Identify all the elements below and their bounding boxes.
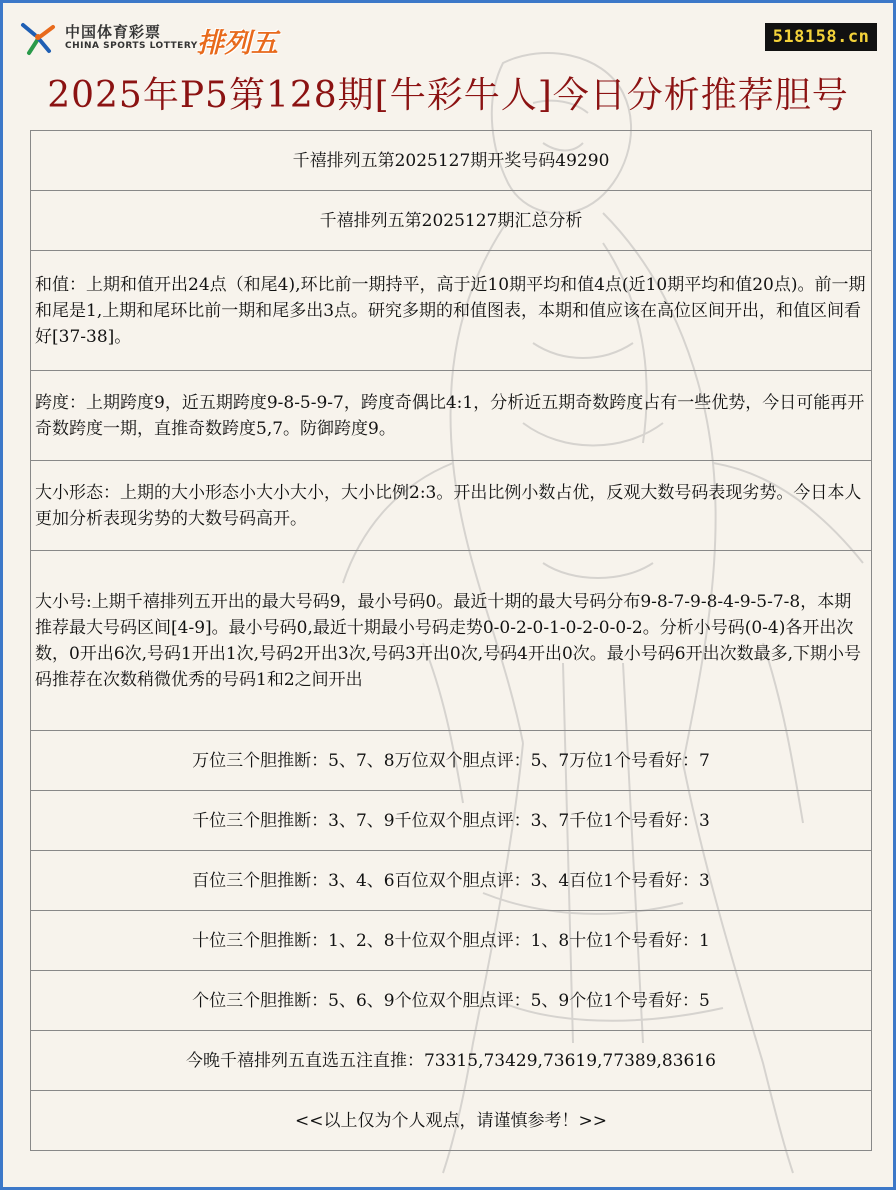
disclaimer-text: <<以上仅为个人观点，请谨慎参考！>> (295, 1110, 607, 1131)
header (3, 3, 893, 61)
position-shi-text: 十位三个胆推断：1、2、8十位双个胆点评：1、8十位1个号看好：1 (192, 930, 710, 951)
direct-picks-row (31, 1031, 871, 1091)
draw-result-text: 千禧排列五第2025127期开奖号码49290 (292, 150, 610, 171)
size-shape-text: 大小形态：上期的大小形态小大小大小，大小比例2:3。开出比例小数占优，反观大数号码表现劣势。今日本人更加分析表现劣势的大数号码高开。 (35, 482, 862, 529)
position-bai-row (31, 851, 871, 911)
site-domain-badge[interactable]: 518158.cn (765, 23, 877, 51)
span-analysis-row (31, 371, 871, 461)
page-title: 2025年P5第128期[牛彩牛人]今日分析推荐胆号 (47, 75, 849, 116)
logo-chinese-text: 中国体育彩票 (65, 23, 162, 41)
logo-game-name: 排列五 (197, 28, 278, 59)
position-ge-row (31, 971, 871, 1031)
summary-heading-text: 千禧排列五第2025127期汇总分析 (319, 210, 583, 231)
position-bai-text: 百位三个胆推断：3、4、6百位双个胆点评：3、4百位1个号看好：3 (192, 870, 710, 891)
sum-analysis-row (31, 251, 871, 371)
logo-english-text: CHINA SPORTS LOTTERY (65, 41, 198, 51)
position-qian-row (31, 791, 871, 851)
draw-result-row (31, 131, 871, 191)
position-shi-row (31, 911, 871, 971)
span-analysis-text: 跨度：上期跨度9，近五期跨度9-8-5-9-7，跨度奇偶比4:1，分析近五期奇数跨度占有一些优势，今日可能再开奇数跨度一期，直推奇数跨度5,7。防御跨度9。 (35, 392, 865, 439)
disclaimer-row (31, 1091, 871, 1151)
size-numbers-text: 大小号:上期千禧排列五开出的最大号码9，最小号码0。最近十期的最大号码分布9-8-7-9-8-4-9-5-7-8，本期推荐最大号码区间[4-9]。最小号码0,最近十期最小号码走势0-0-2-0-1-0-2-0-0-2。分析小号码(0-4)各开出次数，0开出6次,号码1开出1次,号码2开出3次,号码3开出0次,号码4开出0次。最小号码6开出次数最多,下期小号码推荐在次数稍微优秀的号码1和2之间开出 (35, 591, 861, 690)
position-qian-text: 千位三个胆推断：3、7、9千位双个胆点评：3、7千位1个号看好：3 (192, 810, 710, 831)
position-ge-text: 个位三个胆推断：5、6、9个位双个胆点评：5、9个位1个号看好：5 (192, 990, 710, 1011)
sum-analysis-text: 和值：上期和值开出24点（和尾4),环比前一期持平，高于近10期平均和值4点(近10期平均和值20点)。前一期和尾是1,上期和尾环比前一期和尾多出3点。研究多期的和值图表，本期和值应该在高位区间开出，和值区间看好[37-38]。 (35, 274, 866, 347)
china-sports-lottery-logo (19, 19, 289, 59)
size-numbers-row (31, 551, 871, 731)
summary-heading-row (31, 191, 871, 251)
size-shape-row (31, 461, 871, 551)
direct-picks-text: 今晚千禧排列五直选五注直推：73315,73429,73619,77389,83616 (185, 1050, 716, 1071)
position-wan-row (31, 731, 871, 791)
lottery-star-logo-icon (19, 19, 57, 57)
position-wan-text: 万位三个胆推断：5、7、8万位双个胆点评：5、7万位1个号看好：7 (192, 750, 710, 771)
analysis-table (30, 130, 872, 1151)
